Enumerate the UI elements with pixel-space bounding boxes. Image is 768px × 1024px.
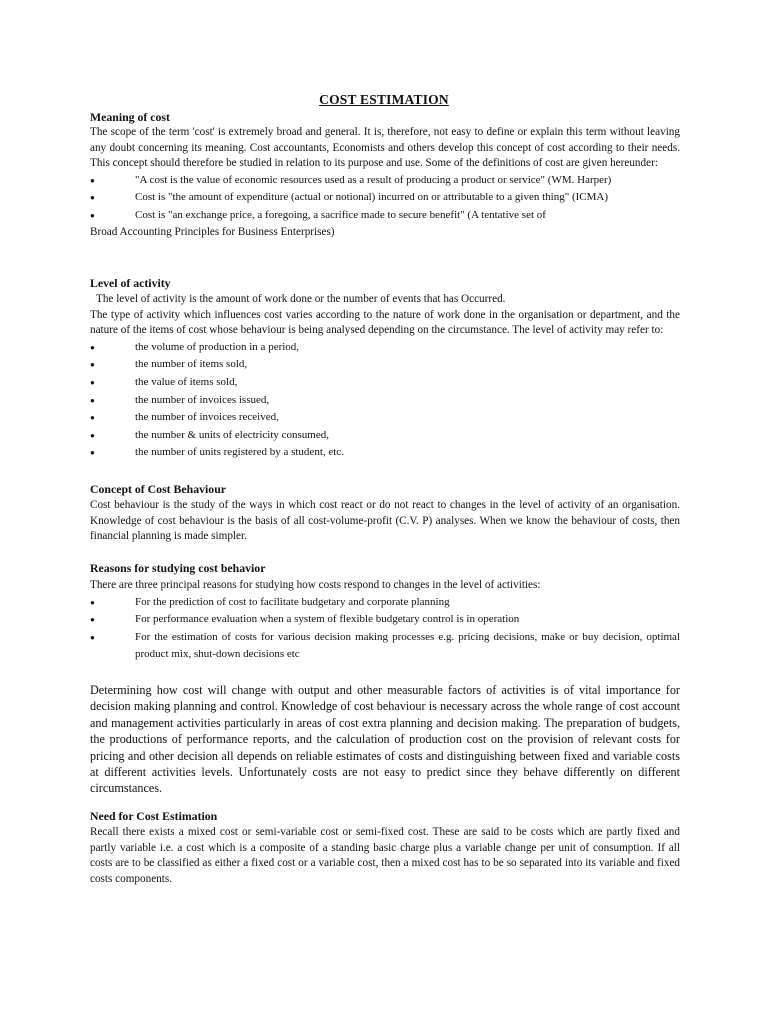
page-title: COST ESTIMATION [319,92,449,107]
behaviour-text: Cost behaviour is the study of the ways in which cost react or do not react to changes in the level of activity of an organisation. Knowledge of cost behaviour is the basis of all cost-volume-profit (C.V. P) analyses. When we know the behaviour of costs, then financial planning is made simpler. [90,499,680,543]
activity-line-2: The type of activity which influences cost varies according to the nature of work done in the organisation or department, and the nature of the items of cost whose behaviour is being analysed depending on the circumstance. The level of activity may refer to: [90,308,680,337]
list-item: ● For performance evaluation when a system of flexible budgetary control is in operation [90,611,680,629]
reasons-list [90,594,680,664]
determining-section [90,682,680,797]
list-item: ● the volume of production in a period, [90,339,680,357]
meaning-continuation: Broad Accounting Principles for Business Enterprises) [90,225,335,238]
heading-level-of-activity: Level of activity [90,276,171,290]
definitions-list [90,172,680,225]
list-item: ● the number of invoices received, [90,409,680,427]
activity-section [90,292,680,462]
determining-text: Determining how cost will change with output and other measurable factors of activities is of vital importance for decision making planning and control. Knowledge of cost behaviour is necessary across the whole range of cost account and management activities particularly in areas of cost extra planning and decision making. The preparation of budgets, the productions of performance reports, and the calculation of production cost on the provision of relevant costs for pricing and other decision all depends on reliable estimates of costs and distinguishing between fixed and variable costs at different activities levels. Unfortunately costs are not easy to predict since they behave differently on different circumstances. [90,683,680,796]
behaviour-section [90,498,680,545]
heading-cost-behaviour: Concept of Cost Behaviour [90,482,226,496]
activity-list [90,339,680,462]
need-section [90,825,680,887]
list-item: ● the number & units of electricity consumed, [90,427,680,445]
heading-meaning-of-cost: Meaning of cost [90,110,170,124]
list-item: ● Cost is "an exchange price, a foregoing, a sacrifice made to secure benefit" (A tentative set of [90,207,680,225]
list-item: ● the number of units registered by a student, etc. [90,444,680,462]
activity-line-1: The level of activity is the amount of work done or the number of events that has Occurred. [96,293,506,305]
list-item: ● For the prediction of cost to facilitate budgetary and corporate planning [90,594,680,612]
need-text: Recall there exists a mixed cost or semi-variable cost or semi-fixed cost. These are said to be costs which are partly fixed and partly variable i.e. a cost which is a composite of a standing basic charge plus a variable change per unit of consumption. If all costs are to be classified as either a fixed cost or a variable cost, then a mixed cost has to be so separated into its variable and fixed costs components. [90,826,680,885]
list-item: ● the number of items sold, [90,356,680,374]
reasons-intro: There are three principal reasons for studying how costs respond to changes in the level of activities: [90,579,541,591]
heading-reasons: Reasons for studying cost behavior [90,561,266,575]
list-item: ● the number of invoices issued, [90,392,680,410]
list-item: ● For the estimation of costs for various decision making processes e.g. pricing decisions, make or buy decision, optimal product mix, shut-down decisions etc [90,629,680,664]
meaning-section [90,125,680,240]
list-item: ● Cost is "the amount of expenditure (actual or notional) incurred on or attributable to a given thing" (ICMA) [90,189,680,207]
reasons-section [90,578,680,664]
list-item: ● "A cost is the value of economic resources used as a result of producing a product or service" (WM. Harper) [90,172,680,190]
list-item: ● the value of items sold, [90,374,680,392]
meaning-intro: The scope of the term 'cost' is extremely broad and general. It is, therefore, not easy to define or explain this term without leaving any doubt concerning its meaning. Cost accountants, Economists and others develop this concept of cost according to their needs. This concept should therefore be studied in relation to its purpose and use. Some of the definitions of cost are given hereunder: [90,126,680,170]
heading-need-for-cost-estimation: Need for Cost Estimation [90,809,218,823]
